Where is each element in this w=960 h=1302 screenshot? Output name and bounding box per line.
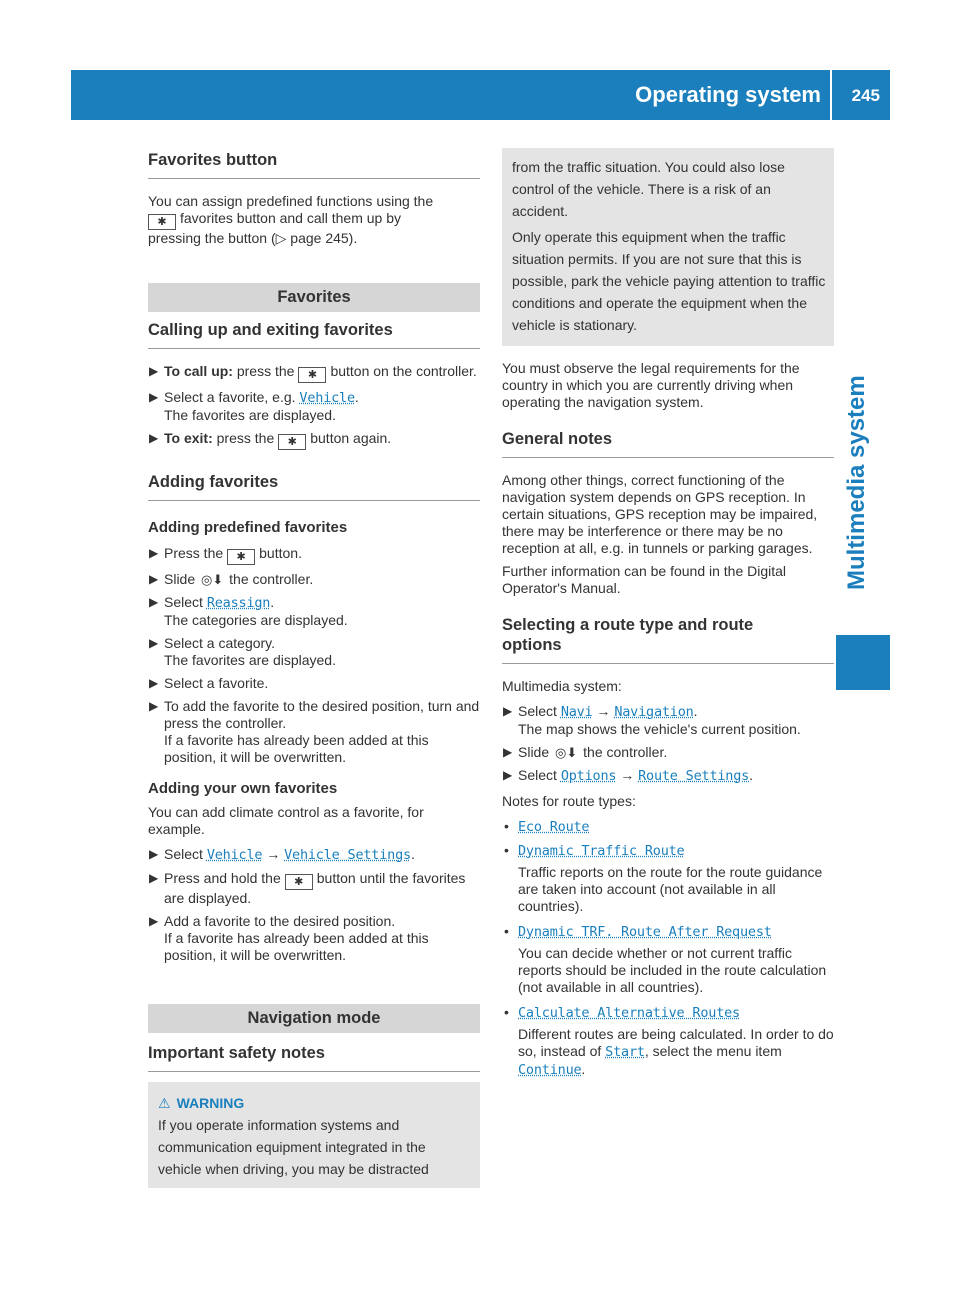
menu-link-vehicle-settings[interactable]: Vehicle Settings [284,847,411,863]
heading-adding-predefined: Adding predefined favorites [148,519,348,536]
list-item [502,1004,834,1079]
list-item: ▶ To call up: press the ✱ button on the controller. [149,363,477,381]
heading-calling-up: Calling up and exiting favorites [148,320,480,349]
menu-link-vehicle[interactable]: Vehicle [299,390,355,406]
heading-adding-favorites: Adding favorites [148,472,480,501]
arrow-bullet-icon: ▶ [503,704,513,718]
list-item [502,923,834,996]
arrow-bullet-icon: ▶ [149,390,159,404]
menu-link-options[interactable]: Options [560,768,617,784]
heading-route-type: Selecting a route type and route options [502,615,834,664]
arrow-bullet-icon: ▶ [503,768,513,782]
arrow-bullet-icon: ▶ [149,914,159,928]
list-item: ▶ Slide ◎⬇ the controller. [503,744,668,760]
arrow-right-icon: → [620,767,635,783]
option-calculate-alternative-routes[interactable]: Calculate Alternative Routes [518,1005,740,1021]
list-item: ▶ Select Navi → Navigation. The map shows the vehicle's current position. [503,703,801,737]
header-title: Operating system [635,82,821,107]
arrow-bullet-icon: ▶ [149,636,159,650]
warning-text: from the traffic situation. You could also lose control of the vehicle. There is a risk of an accident. [512,159,785,219]
warning-box-continued [502,148,834,346]
paragraph: Traffic reports on the route for the route guidance are taken into account (not available in all countries). [518,864,823,914]
menu-link-reassign[interactable]: Reassign [206,595,271,611]
warning-box [148,1082,480,1188]
paragraph: You can assign predefined functions using the ✱ favorites button and call them up by pressing the button (▷ page 245). [148,193,434,246]
paragraph: You must observe the legal requirements for the country in which you are currently driving when operating the navigation system. [502,360,800,410]
page-number: 245 [851,86,880,105]
arrow-bullet-icon: ▶ [149,676,159,690]
header-bar [71,70,890,120]
list-item: ▶ Press the ✱ button. [149,545,302,563]
menu-link-continue[interactable]: Continue [518,1062,582,1078]
bullet-icon: • [504,842,509,858]
option-dynamic-trf-route-after-request[interactable]: Dynamic TRF. Route After Request [518,924,772,940]
warning-triangle-icon: ⚠ [158,1095,171,1111]
controller-slide-icon: ◎⬇ [555,745,578,760]
star-favorites-icon: ✱ [285,874,313,890]
section-header-navigation-mode: Navigation mode [148,1004,480,1033]
arrow-right-icon: → [266,846,281,862]
list-item: ▶ Add a favorite to the desired position. If a favorite has already been added at this position, it will be overwritten. [149,913,429,963]
warning-text: Only operate this equipment when the traffic situation permits. If you are not sure that this is possible, park the vehicle paying attention to traffic conditions and operate the equipment when the vehicle is stationary. [512,229,826,333]
star-favorites-icon: ✱ [298,367,326,383]
warning-text: If you operate information systems and communication equipment integrated in the vehicle when driving, you may be distracted [158,1117,429,1177]
arrow-bullet-icon: ▶ [149,871,159,885]
menu-link-navi[interactable]: Navi [560,704,593,720]
bullet-icon: • [504,818,509,834]
list-item: ▶ Select Vehicle → Vehicle Settings. [149,846,415,863]
menu-link-route-settings[interactable]: Route Settings [638,768,750,784]
arrow-bullet-icon: ▶ [149,572,159,586]
star-favorites-icon: ✱ [148,214,176,230]
heading-safety-notes: Important safety notes [148,1043,480,1072]
paragraph: You can decide whether or not current traffic reports should be included in the route calculation (not available in all countries). [518,945,827,995]
list-item: ▶ Select a favorite, e.g. Vehicle. The favorites are displayed. [149,389,359,423]
paragraph: Different routes are being calculated. In order to do so, instead of Start, select the menu item Continue. [518,1026,834,1078]
heading-adding-own: Adding your own favorites [148,780,338,797]
list-item: ▶ Select Options → Route Settings. [503,767,753,784]
menu-link-start[interactable]: Start [605,1044,645,1060]
list-item: ▶ Select Reassign. The categories are displayed. [149,594,348,628]
list-item: ▶ To add the favorite to the desired position, turn and press the controller. If a favorite has already been added at this position, it will be overwritten. [149,698,480,765]
arrow-bullet-icon: ▶ [149,699,159,713]
star-favorites-icon: ✱ [278,434,306,450]
list-item: ▶ Select a favorite. [149,675,269,691]
bullet-icon: • [504,923,509,939]
list-item: ▶ Press and hold the ✱ button until the favorites are displayed. [149,870,466,906]
list-item: ▶ To exit: press the ✱ button again. [149,430,392,448]
paragraph: Among other things, correct functioning of the navigation system depends on GPS reception. In certain situations, GPS reception may be impaired, there may be interference or there may be no reception at all, e.g. in tunnels or parking garages. [502,472,818,556]
arrow-bullet-icon: ▶ [149,595,159,609]
list-item: ▶ Slide ◎⬇ the controller. [149,571,314,587]
paragraph: Notes for route types: [502,793,636,809]
left-column [148,150,480,1188]
menu-link-navigation[interactable]: Navigation [614,704,694,720]
paragraph: Multimedia system: [502,678,622,694]
heading-favorites-button: Favorites button [148,150,480,179]
warning-title: ⚠ WARNING [158,1092,472,1114]
option-dynamic-traffic-route[interactable]: Dynamic Traffic Route [518,843,685,859]
bullet-icon: • [504,1004,509,1020]
arrow-bullet-icon: ▶ [149,364,159,378]
paragraph: You can add climate control as a favorite, for example. [148,804,424,837]
list-item: ▶ Select a category. The favorites are displayed. [149,635,336,668]
controller-slide-icon: ◎⬇ [201,572,224,587]
arrow-right-icon: → [596,703,611,719]
right-column [502,148,834,1079]
arrow-bullet-icon: ▶ [149,431,159,445]
option-eco-route[interactable]: Eco Route [518,819,590,835]
arrow-bullet-icon: ▶ [503,745,513,759]
star-favorites-icon: ✱ [227,549,255,565]
side-tab-label: Multimedia system [843,375,870,590]
side-tab-block [836,635,890,690]
menu-link-vehicle[interactable]: Vehicle [206,847,263,863]
section-header-favorites: Favorites [148,283,480,312]
heading-general-notes: General notes [502,429,834,458]
paragraph: Further information can be found in the Digital Operator's Manual. [502,563,787,596]
header-divider [830,70,832,120]
arrow-bullet-icon: ▶ [149,847,159,861]
list-item [502,818,834,836]
arrow-bullet-icon: ▶ [149,546,159,560]
list-item [502,842,834,915]
